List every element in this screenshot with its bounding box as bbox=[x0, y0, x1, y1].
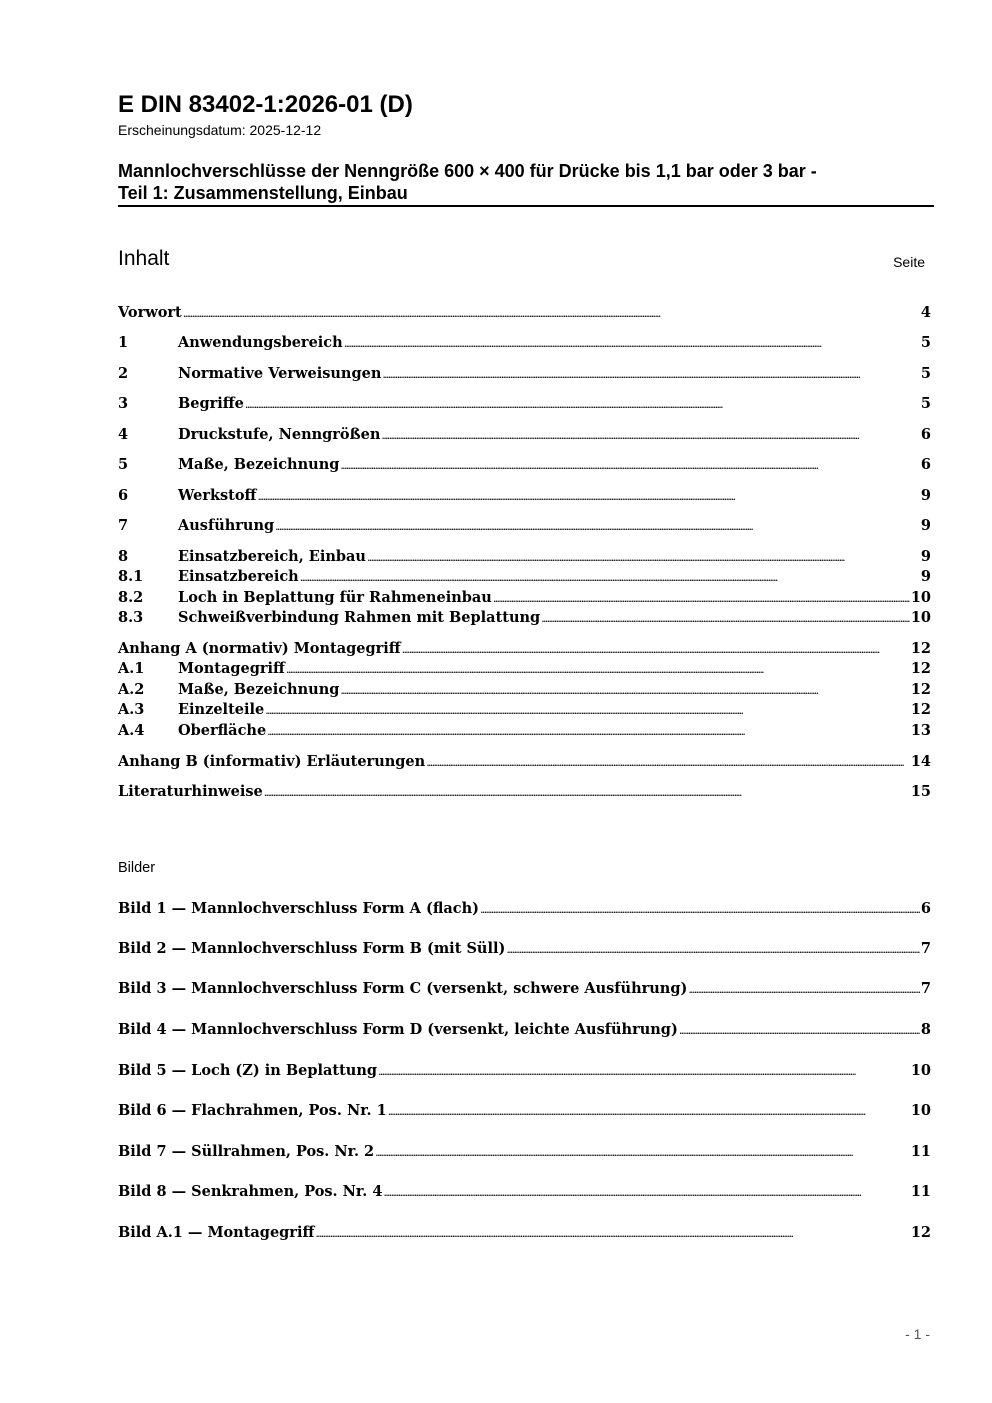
toc-entry-page: 13 bbox=[910, 722, 931, 739]
figure-entry-page: 10 bbox=[910, 1102, 931, 1119]
toc-entry[interactable] bbox=[118, 720, 931, 741]
document-id: E DIN 83402-1:2026-01 (D) bbox=[118, 91, 413, 118]
toc-entry-label: Anwendungsbereich bbox=[178, 334, 343, 351]
publication-date: Erscheinungsdatum: 2025-12-12 bbox=[118, 122, 322, 138]
toc-entry-page: 5 bbox=[920, 334, 931, 351]
toc-dot-leader bbox=[300, 566, 920, 587]
figure-entry-page: 6 bbox=[920, 900, 931, 917]
figure-entry[interactable] bbox=[118, 1141, 931, 1162]
toc-entry[interactable] bbox=[118, 658, 931, 679]
toc-entry-number: 8.2 bbox=[118, 589, 144, 606]
toc-entry-number: 8.3 bbox=[118, 609, 144, 626]
figure-entry[interactable] bbox=[118, 938, 931, 959]
toc-entry-page: 14 bbox=[910, 753, 931, 770]
figure-entry-page: 11 bbox=[910, 1183, 931, 1200]
document-title bbox=[118, 160, 934, 204]
toc-entry-page: 6 bbox=[920, 426, 931, 443]
toc-entry-page: 5 bbox=[920, 395, 931, 412]
toc-entry-page: 10 bbox=[910, 609, 931, 626]
title-line-2: Teil 1: Zusammenstellung, Einbau bbox=[118, 183, 408, 203]
toc-entry[interactable] bbox=[118, 566, 931, 587]
toc-entry-number: 6 bbox=[118, 487, 129, 504]
toc-entry-label: Loch in Beplattung für Rahmeneinbau bbox=[178, 589, 492, 606]
toc-entry-page: 9 bbox=[920, 487, 931, 504]
figure-dot-leader bbox=[506, 938, 920, 959]
toc-entry[interactable] bbox=[118, 393, 931, 414]
toc-dot-leader bbox=[245, 393, 920, 414]
toc-dot-leader bbox=[275, 515, 920, 536]
toc-dot-leader bbox=[267, 720, 910, 741]
figure-entry-label: Bild 2 — Mannlochverschluss Form B (mit Süll) bbox=[118, 940, 506, 957]
toc-entry-page: 12 bbox=[910, 660, 931, 677]
figure-dot-leader bbox=[679, 1019, 920, 1040]
toc-dot-leader bbox=[493, 587, 910, 608]
toc-entry-label: Begriffe bbox=[178, 395, 244, 412]
toc-entry-number: 8.1 bbox=[118, 568, 144, 585]
figure-entry[interactable] bbox=[118, 1060, 931, 1081]
toc-entry-label: Vorwort bbox=[118, 304, 182, 321]
toc-entry[interactable] bbox=[118, 302, 931, 323]
figure-entry-page: 12 bbox=[910, 1224, 931, 1241]
toc-dot-leader bbox=[183, 302, 920, 323]
toc-entry-number: 1 bbox=[118, 334, 129, 351]
toc-entry-label: Anhang B (informativ) Erläuterungen bbox=[118, 753, 426, 770]
toc-entry[interactable] bbox=[118, 638, 931, 659]
toc-entry[interactable] bbox=[118, 363, 931, 384]
toc-dot-leader bbox=[344, 332, 920, 353]
figure-dot-leader bbox=[388, 1100, 910, 1121]
toc-dot-leader bbox=[541, 607, 910, 628]
figure-entry-label: Bild 5 — Loch (Z) in Beplattung bbox=[118, 1062, 378, 1079]
toc-entry[interactable] bbox=[118, 781, 931, 802]
toc-entry-label: Maße, Bezeichnung bbox=[178, 456, 340, 473]
toc-entry-number: 2 bbox=[118, 365, 129, 382]
figure-entry-page: 7 bbox=[920, 980, 931, 997]
toc-entry-page: 4 bbox=[920, 304, 931, 321]
toc-heading: Inhalt bbox=[118, 247, 170, 270]
figure-entry-label: Bild 4 — Mannlochverschluss Form D (versenkt, leichte Ausführung) bbox=[118, 1021, 678, 1038]
figure-entry-label: Bild A.1 — Montagegriff bbox=[118, 1224, 315, 1241]
toc-dot-leader bbox=[367, 546, 920, 567]
figure-entry-label: Bild 3 — Mannlochverschluss Form C (versenkt, schwere Ausführung) bbox=[118, 980, 688, 997]
toc-entry-label: Maße, Bezeichnung bbox=[178, 681, 340, 698]
figure-entry[interactable] bbox=[118, 1100, 931, 1121]
toc-entry-page: 9 bbox=[920, 568, 931, 585]
toc-dot-leader bbox=[264, 781, 910, 802]
toc-entry-label: Werkstoff bbox=[178, 487, 257, 504]
figure-dot-leader bbox=[375, 1141, 910, 1162]
figure-entry-page: 10 bbox=[910, 1062, 931, 1079]
toc-entry[interactable] bbox=[118, 454, 931, 475]
toc-entry-page: 15 bbox=[910, 783, 931, 800]
figure-entry-label: Bild 6 — Flachrahmen, Pos. Nr. 1 bbox=[118, 1102, 387, 1119]
figure-dot-leader bbox=[383, 1181, 909, 1202]
toc-entry[interactable] bbox=[118, 751, 931, 772]
toc-entry-number: 4 bbox=[118, 426, 129, 443]
title-rule bbox=[118, 205, 934, 207]
toc-entry-label: Normative Verweisungen bbox=[178, 365, 382, 382]
toc-entry-label: Schweißverbindung Rahmen mit Beplattung bbox=[178, 609, 541, 626]
toc-entry[interactable] bbox=[118, 546, 931, 567]
toc-entry-page: 5 bbox=[920, 365, 931, 382]
figure-entry-page: 8 bbox=[920, 1021, 931, 1038]
toc-dot-leader bbox=[402, 638, 910, 659]
toc-dot-leader bbox=[381, 424, 920, 445]
toc-dot-leader bbox=[426, 751, 910, 772]
figure-dot-leader bbox=[688, 978, 920, 999]
figure-entry[interactable] bbox=[118, 1181, 931, 1202]
toc-entry[interactable] bbox=[118, 699, 931, 720]
figure-entry-label: Bild 7 — Süllrahmen, Pos. Nr. 2 bbox=[118, 1143, 375, 1160]
toc-dot-leader bbox=[286, 658, 910, 679]
toc-dot-leader bbox=[340, 679, 909, 700]
toc-entry-number: 7 bbox=[118, 517, 129, 534]
toc-entry-page: 12 bbox=[910, 701, 931, 718]
toc-entry-label: Einzelteile bbox=[178, 701, 265, 718]
toc-dot-leader bbox=[340, 454, 920, 475]
toc-entry[interactable] bbox=[118, 515, 931, 536]
figure-dot-leader bbox=[378, 1060, 910, 1081]
figures-heading: Bilder bbox=[118, 860, 156, 876]
toc-entry-label: Oberfläche bbox=[178, 722, 267, 739]
toc-entry-page: 12 bbox=[910, 681, 931, 698]
page-column-label: Seite bbox=[893, 254, 925, 270]
toc-entry[interactable] bbox=[118, 424, 931, 445]
toc-entry-number: A.3 bbox=[118, 701, 145, 718]
figure-entry-page: 7 bbox=[920, 940, 931, 957]
toc-dot-leader bbox=[382, 363, 920, 384]
toc-entry-number: 8 bbox=[118, 548, 129, 565]
toc-entry[interactable] bbox=[118, 332, 931, 353]
figure-entry-label: Bild 1 — Mannlochverschluss Form A (flach) bbox=[118, 900, 480, 917]
toc-entry[interactable] bbox=[118, 679, 931, 700]
figure-entry[interactable] bbox=[118, 1222, 931, 1243]
figure-entry-label: Bild 8 — Senkrahmen, Pos. Nr. 4 bbox=[118, 1183, 383, 1200]
figure-dot-leader bbox=[315, 1222, 909, 1243]
toc-entry-label: Druckstufe, Nenngrößen bbox=[178, 426, 381, 443]
toc-entry-page: 12 bbox=[910, 640, 931, 657]
toc-entry-number: 3 bbox=[118, 395, 129, 412]
toc-entry-number: A.1 bbox=[118, 660, 145, 677]
figure-entry[interactable] bbox=[118, 978, 931, 999]
title-line-1: Mannlochverschlüsse der Nenngröße 600 × 400 für Drücke bis 1,1 bar oder 3 bar - bbox=[118, 161, 817, 181]
figure-dot-leader bbox=[480, 898, 920, 919]
toc-entry-label: Einsatzbereich bbox=[178, 568, 299, 585]
toc-entry-label: Montagegriff bbox=[178, 660, 285, 677]
toc-entry-label: Ausführung bbox=[178, 517, 275, 534]
toc-entry-page: 6 bbox=[920, 456, 931, 473]
toc-entry-number: A.4 bbox=[118, 722, 145, 739]
toc-entry-label: Einsatzbereich, Einbau bbox=[178, 548, 366, 565]
toc-entry-page: 9 bbox=[920, 548, 931, 565]
toc-entry-number: 5 bbox=[118, 456, 129, 473]
toc-entry-label: Anhang A (normativ) Montagegriff bbox=[118, 640, 401, 657]
figure-entry-page: 11 bbox=[910, 1143, 931, 1160]
toc-entry-page: 9 bbox=[920, 517, 931, 534]
figure-entry[interactable] bbox=[118, 898, 931, 919]
toc-entry-page: 10 bbox=[910, 589, 931, 606]
toc-entry-number: A.2 bbox=[118, 681, 145, 698]
toc-entry[interactable] bbox=[118, 587, 931, 608]
toc-entry[interactable] bbox=[118, 485, 931, 506]
page-number: - 1 - bbox=[905, 1326, 930, 1342]
toc-entry[interactable] bbox=[118, 607, 931, 628]
toc-dot-leader bbox=[265, 699, 910, 720]
toc-entry-label: Literaturhinweise bbox=[118, 783, 263, 800]
toc-dot-leader bbox=[257, 485, 919, 506]
figure-entry[interactable] bbox=[118, 1019, 931, 1040]
